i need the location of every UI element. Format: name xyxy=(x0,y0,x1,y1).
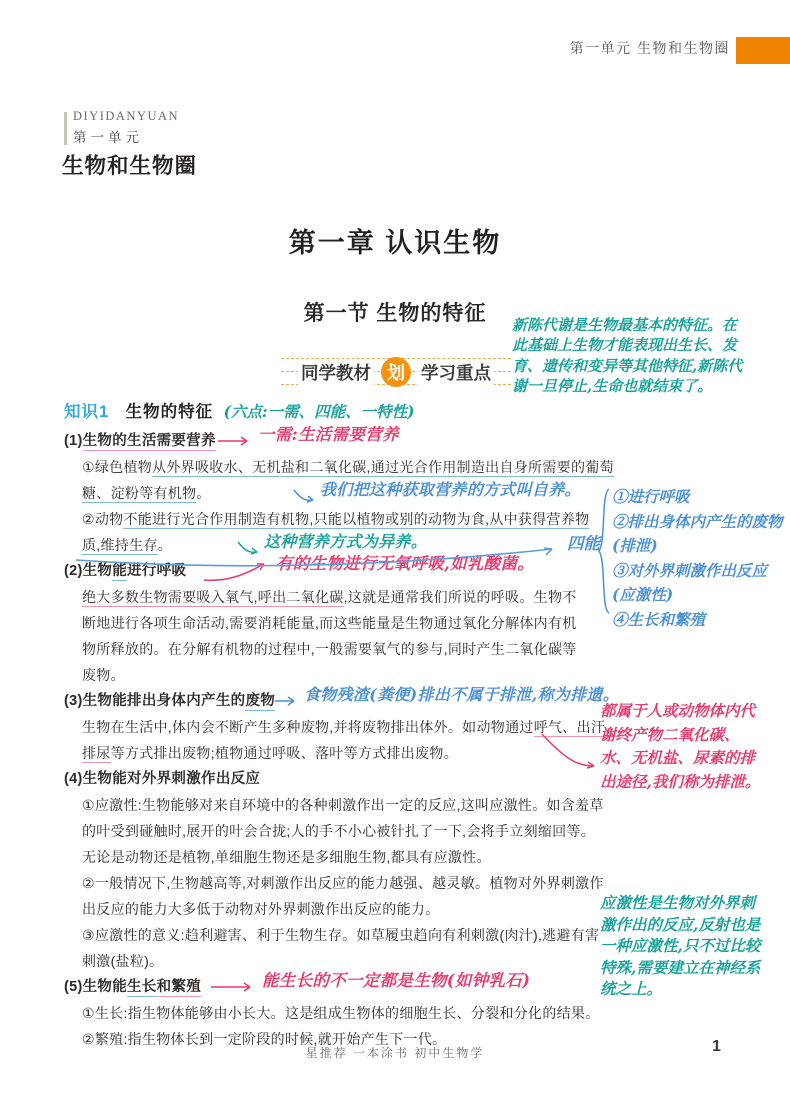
body-line xyxy=(64,1000,612,1026)
badge-left-text: 同学教材 xyxy=(298,360,374,385)
margin-note-four-abilities xyxy=(612,485,784,632)
point-3-heading xyxy=(64,685,620,714)
point-title: 和繁殖 xyxy=(156,979,202,995)
list-item: ②排出身体内产生的废物(排泄) xyxy=(612,511,783,555)
point-title: 生物能排出身体内产生的 xyxy=(82,693,246,709)
text-run: 绝大多数生物需要吸入氧气,呼出二氧化碳 xyxy=(82,589,344,605)
text-run: 。 xyxy=(196,485,211,501)
text-run: ,这就是通常我们所说的呼吸。生物不 xyxy=(343,589,577,605)
annotation-nutrition: 一需:生活需要营养 xyxy=(258,425,399,444)
page-header-title: 第一单元 生物和生物圈 xyxy=(569,40,730,56)
point-5-heading xyxy=(64,971,612,1000)
body-line xyxy=(64,506,612,532)
point-1-heading xyxy=(64,425,612,454)
body-line xyxy=(64,480,612,506)
margin-note-metabolism: 新陈代谢是生物最基本的特征。在此基础上生物才能表现出生长、发育、遗传和变异等其他特征,新陈代谢一旦停止,生命也就结束了。 xyxy=(512,316,743,396)
knowledge-title: 生物的特征 xyxy=(125,403,214,421)
sineng-label: 四能 xyxy=(567,534,600,553)
body-line xyxy=(64,818,612,844)
knowledge-subtitle: (六点:一需、四能、一特性) xyxy=(223,402,415,421)
body-line xyxy=(64,922,612,948)
text-run: 无论是动物还是植物,单细胞生物还是多细胞生物,都具有应激性。 xyxy=(82,849,491,865)
text-run: 废物。 xyxy=(82,667,125,683)
arrow-right-icon xyxy=(274,695,300,707)
badge-right-text: 学习重点 xyxy=(418,360,494,385)
annotation-growth: 能生长的不一定都是生物(如钟乳石) xyxy=(262,971,531,990)
arrow-right-icon xyxy=(210,981,256,993)
point-title: 生物能对外界刺激作出反应 xyxy=(82,771,261,787)
body-line xyxy=(64,610,612,636)
point-4-heading xyxy=(64,766,612,792)
point-number: (3) xyxy=(64,693,83,709)
point-number: (4) xyxy=(64,771,83,787)
point-title: 生物能 xyxy=(82,979,128,995)
text-run: ②一般情况下,生物越高等,对刺激作出反应的能力越强、越灵敏。植物对外界刺激作 xyxy=(82,875,604,891)
point-title: 生物 xyxy=(82,563,113,579)
body-line xyxy=(64,792,612,818)
study-points-badge xyxy=(281,352,511,392)
list-item: ③对外界刺激作出反应(应激性) xyxy=(612,560,768,604)
page-number: 1 xyxy=(712,1038,721,1055)
body-line xyxy=(64,584,612,610)
curve-arrow-icon xyxy=(538,732,602,772)
chapter-title: 第一章 认识生物 xyxy=(288,228,502,258)
annotation-paiyi: 食物残渣(粪便)排出不属于排泄,称为排遗。 xyxy=(304,685,620,704)
text-run: 断地进行各项生命活动,需要消耗能量,而这些能量是生物通过氧化分解体内有机 xyxy=(82,615,577,631)
unit-color-tab xyxy=(736,37,790,64)
brace-icon xyxy=(596,486,610,618)
text-run: ②繁殖:指生物体长到一定阶段的时候,就开始产生下一代。 xyxy=(82,1031,447,1047)
knowledge-label: 知识1 xyxy=(64,403,110,421)
text-run: ③应激性的意义:趋利避害、利于生物生存。如草履虫趋向有利刺激(肉汁),逃避有害 xyxy=(82,927,600,943)
point-title: 废物 xyxy=(245,693,276,709)
body-line xyxy=(64,870,612,896)
text-run: 等方式排出废物;植物通过呼吸、落叶等方式排出废物。 xyxy=(110,745,458,761)
point-title: 生长 xyxy=(127,979,157,995)
knowledge-headline xyxy=(64,399,414,425)
body-line xyxy=(64,844,612,870)
text-run: 糖、淀粉等有机物 xyxy=(82,485,197,501)
text-run: ①绿色植物 xyxy=(82,459,153,475)
text-run: 质,维持生存 xyxy=(82,537,158,553)
text-run: 不能进行光合作用制造有机物,只能以植物或别的动物为食,从中获得营养物 xyxy=(123,511,590,527)
point-title: 能 xyxy=(112,563,128,579)
long-curve-arrow-icon xyxy=(74,542,568,570)
body-line xyxy=(64,896,612,922)
text-run: ①生长:指生物体能够由小长大。这是组成生物体的细胞生长、分裂和分化的结果。 xyxy=(82,1005,600,1021)
unit-title: 生物和生物圈 xyxy=(62,154,198,178)
text-run: ①应激性:生物能够对来自环境中的各种刺激作出一定的反应,这叫应激性。如含羞草 xyxy=(82,797,604,813)
text-run: ②动物 xyxy=(82,511,124,527)
text-run: 的叶受到碰触时,展开的叶会合拢;人的手不小心被针扎了一下,会将手立刻缩回等。 xyxy=(82,823,596,839)
annotation-anaerobic: 有的生物进行无氧呼吸,如乳酸菌。 xyxy=(276,554,535,573)
text-run: 刺激(盐粒)。 xyxy=(82,953,164,969)
text-run: 。 xyxy=(157,537,173,553)
body-line xyxy=(64,636,612,662)
text-run: 出反应的能力大多低于动物对外界刺激作出反应的能力。 xyxy=(82,901,440,917)
margin-note-reflex: 应激性是生物对外界刺激作出的反应,反射也是一种应激性,只不过比较特殊,需要建立在神经系统之上。 xyxy=(600,893,761,998)
point-number: (2) xyxy=(64,563,83,579)
unit-divider-bar xyxy=(64,112,67,145)
body-line xyxy=(64,454,612,480)
text-run: 排尿 xyxy=(82,745,111,761)
body-line xyxy=(64,740,612,766)
point-title: 生物的生活需要营养 xyxy=(82,433,216,449)
annotation-autotroph: 我们把这种获取营养的方式叫自养。 xyxy=(320,480,581,499)
badge-circle-mark: 划 xyxy=(381,357,411,387)
text-run: 呼气、出汗、 xyxy=(533,719,620,735)
point-title: 进行呼吸 xyxy=(127,563,187,579)
point-number: (1) xyxy=(64,433,83,449)
curve-arrow-icon xyxy=(292,488,318,504)
text-run: 生物在生活中,体内会不断产生多种废物,并将废物排出体外。如动物通过 xyxy=(82,719,534,735)
point-number: (5) xyxy=(64,979,83,995)
footer-imprint: 星推荐 一本涂书 初中生物学 xyxy=(305,1046,485,1060)
list-item: ④生长和繁殖 xyxy=(612,609,706,629)
arrow-right-icon xyxy=(217,435,253,447)
section-title: 第一节 生物的特征 xyxy=(303,302,487,325)
knowledge-body xyxy=(64,425,620,1052)
text-run: 物所释放的。在分解有机物的过程中,一般需要氧气的参与,同时产生二氧化碳等 xyxy=(82,641,577,657)
unit-label: 第一单元 xyxy=(73,130,143,145)
text-run: 从外界吸收水、无机盐和二氧化碳,通过光合作用制造出自身所需要的葡萄 xyxy=(152,459,614,475)
list-item: ①进行呼吸 xyxy=(612,487,690,506)
annotation-heterotroph: 这种营养方式为异养。 xyxy=(264,532,428,551)
body-line xyxy=(64,714,620,740)
unit-pinyin: DIYIDANYUAN xyxy=(73,109,180,123)
margin-note-excretion: 都属于人或动物体内代谢终产物二氧化碳、水、无机盐、尿素的排出途径,我们称为排泄。 xyxy=(600,701,761,791)
